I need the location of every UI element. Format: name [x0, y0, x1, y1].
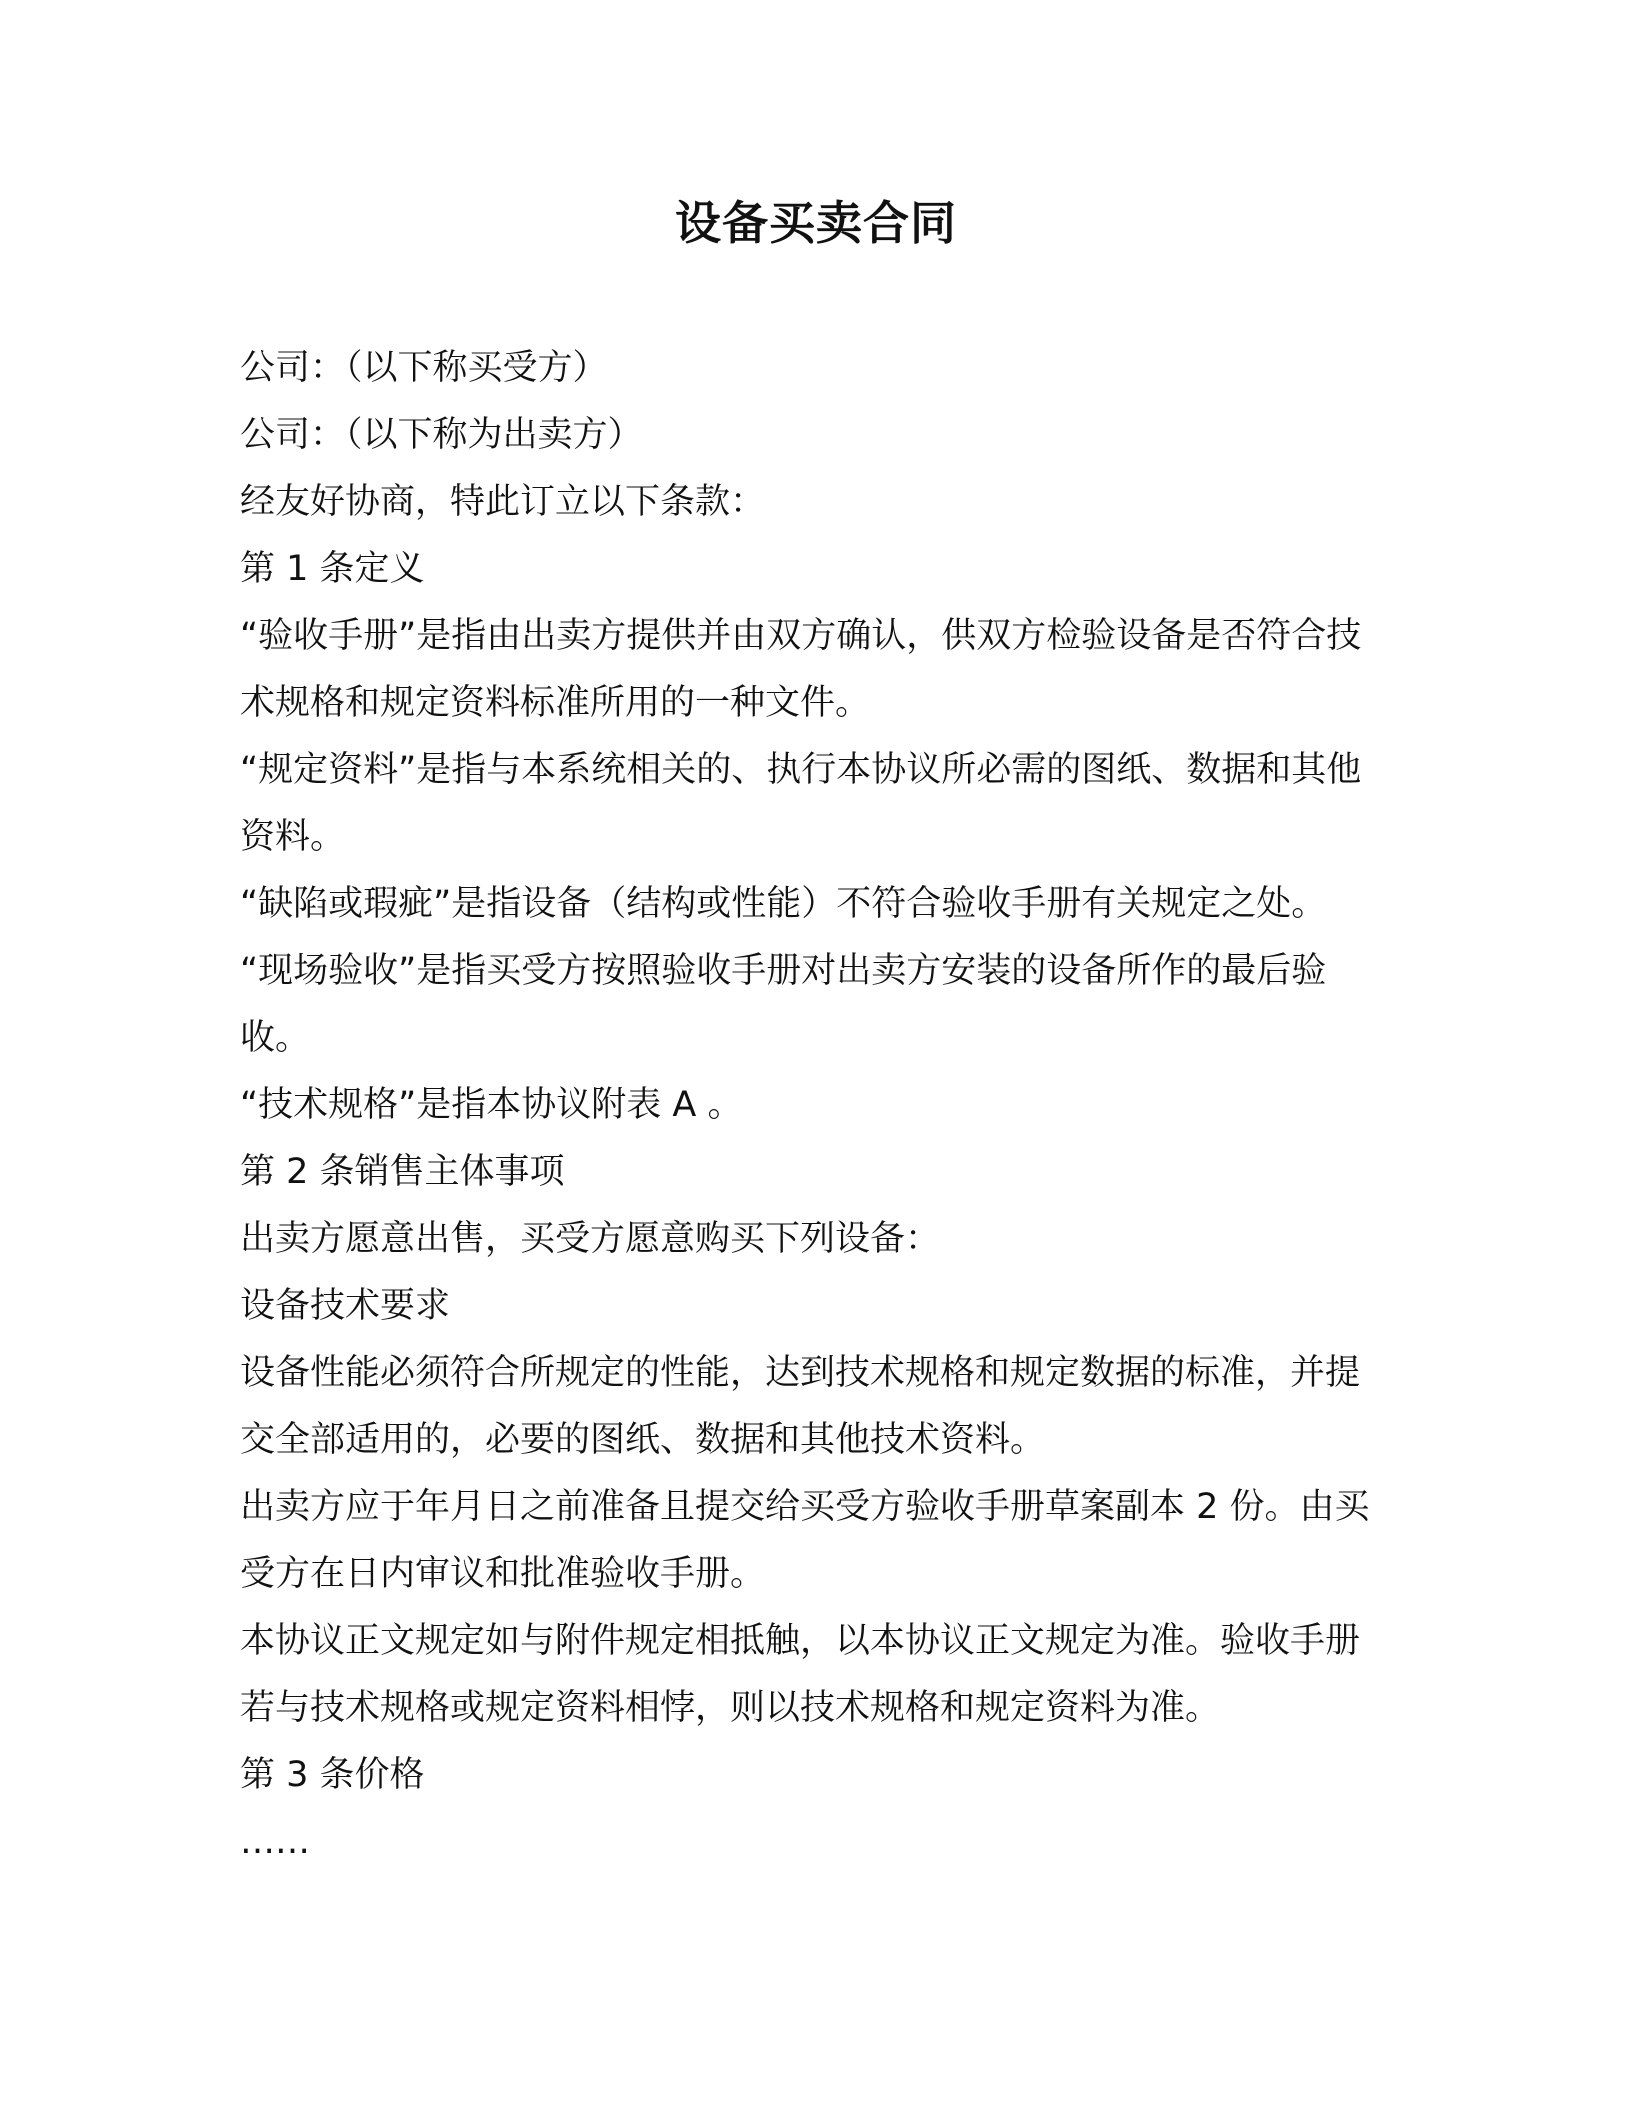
- performance-clause: 设备性能必须符合所规定的性能，达到技术规格和规定数据的标准，并提交全部适用的，必要的图纸、数据和其他技术资料。: [240, 1353, 1361, 1460]
- definition-acceptance-manual: “验收手册”是指由出卖方提供并由双方确认，供双方检验设备是否符合技术规格和规定资料标准所用的一种文件。: [240, 616, 1362, 723]
- definition-technical-spec: “技术规格”是指本协议附表 A 。: [240, 1085, 743, 1125]
- preamble: 经友好协商，特此订立以下条款：: [240, 482, 766, 522]
- article-1-heading: 第 1 条定义: [240, 549, 425, 589]
- definition-defect: “缺陷或瑕疵”是指设备（结构或性能）不符合验收手册有关规定之处。: [240, 884, 1327, 924]
- manual-submission-clause: 出卖方应于年月日之前准备且提交给买受方验收手册草案副本 2 份。由买受方在日内审议和批准验收手册。: [240, 1487, 1370, 1594]
- party-buyer-line: 公司：（以下称买受方）: [240, 348, 608, 388]
- party-seller-line: 公司：（以下称为出卖方）: [240, 415, 643, 455]
- document-title: 设备买卖合同: [675, 196, 957, 250]
- ellipsis: ……: [240, 1822, 310, 1862]
- definition-specified-materials: “规定资料”是指与本系统相关的、执行本协议所必需的图纸、数据和其他资料。: [240, 750, 1362, 857]
- sale-statement: 出卖方愿意出售，买受方愿意购买下列设备：: [240, 1219, 941, 1259]
- precedence-clause: 本协议正文规定如与附件规定相抵触，以本协议正文规定为准。验收手册若与技术规格或规定资料相悖，则以技术规格和规定资料为准。: [240, 1621, 1361, 1728]
- article-3-heading: 第 3 条价格: [240, 1755, 425, 1795]
- article-2-heading: 第 2 条销售主体事项: [240, 1152, 565, 1192]
- equipment-requirements-heading: 设备技术要求: [240, 1286, 451, 1326]
- document-body: [240, 335, 1390, 1876]
- definition-site-acceptance: “现场验收”是指买受方按照验收手册对出卖方安装的设备所作的最后验收。: [240, 951, 1327, 1058]
